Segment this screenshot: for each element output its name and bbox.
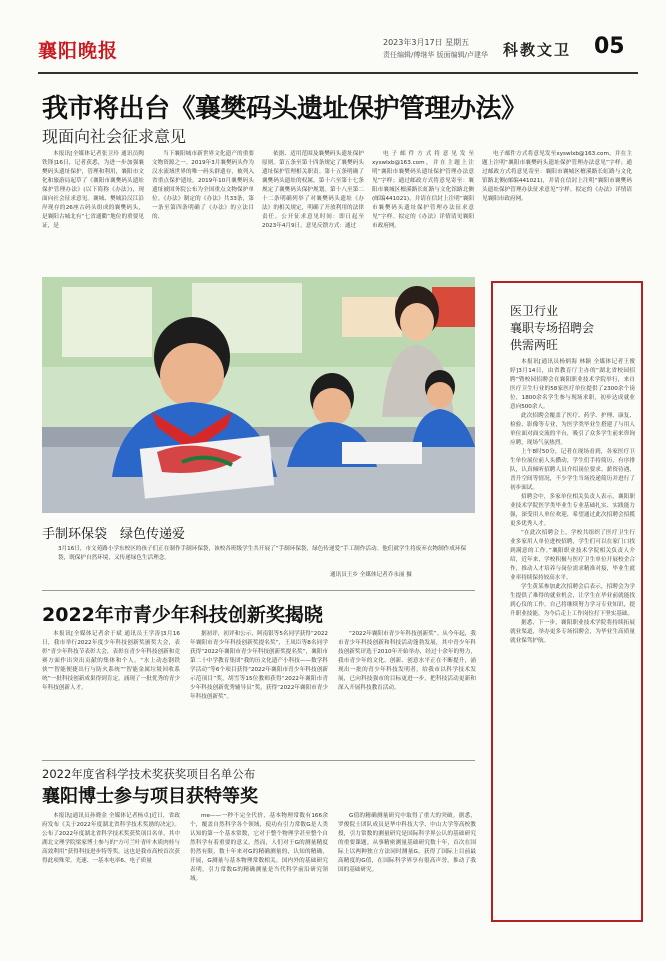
issue-date: 2023年3月17日 星期五	[383, 38, 470, 47]
story2-headline: 2022年市青少年科技创新奖揭晓	[42, 604, 323, 626]
lead-column-5: 电子邮件方式将意见发至xyswlxb@163.com，并在主题上注明“襄阳市襄樊码头遗址保护管理办法意见”字样；通过邮政方式将意见寄至：襄阳市襄城区檀溪路长虹路与文化馆路北侧(邮编441021)，并请在信封上注明“襄阳市襄樊码头遗址保护管理办法征求意见”字样。拟定的《办法》详情请见襄阳市政府网。	[482, 151, 632, 202]
story2-column-1: 本报讯[全媒体记者余于斌 通讯员王学涛]3月16日，我市举行2022年度少年科技创新奖颁奖大会，表彰“青少年科技节表彰大会，表彰在青少年科技创新和竞赛方面作出突出贡献的集体和个人。“水上动态钢铁侠”“智能便捷出行与防火系统”“智能金属垃圾回收系统”一批科技创新成果得到肯定，涌现了一批优秀的青少年科技创新人才。	[42, 631, 180, 691]
photo-caption-title: 手制环保袋 绿色传递爱	[42, 527, 186, 542]
photo-credit: 通讯员王乡 全媒体记者乔永丽 摄	[330, 572, 412, 578]
newspaper-logo: 襄阳晚报	[38, 40, 119, 62]
sidebar-body	[510, 358, 635, 916]
sidebar-headline	[510, 303, 635, 354]
divider-line	[42, 760, 475, 761]
sidebar-headline-line: 医卫行业	[510, 304, 559, 318]
story3-column-3: G值的精确测量研究中取得了重大的突破。据悉，罗俊院士团队成员是华中科技大学、中山大学等高校教授，引力常数的测量研究是国际科学界公认的基础研究的重要课题。从事精密测量基础研究数十年，首次在国际上以两种独立方法同时测量G，获得了国际上目前最高精度的G值，在国际科学界享有很高声誉，推动了我国的基础研究。	[338, 813, 476, 873]
sidebar-paragraph: 上午8时50分，记者在现场看到，各家医疗卫生单位展位前人头攒动，学生们手持简历，有序排队，认真倾听招聘人员介绍岗位要求、薪资待遇、晋升空间等情况，不少学生当场投递简历并进行了初步面试。	[510, 449, 635, 491]
page-number: 05	[594, 34, 625, 59]
masthead	[38, 34, 638, 68]
lead-headline: 我市将出台《襄樊码头遗址保护管理办法》	[42, 94, 527, 124]
lead-column-1: 本报讯[全媒体记者张卫玲 通讯员陶铁锋]16日，记者获悉，为进一步加强襄樊码头遗址保护，管理和利用，襄阳市文化和旅游局起草了《襄阳市襄樊码头遗址保护管理办法》(以下简称《办法》)，现面向社会征求意见。襄城、樊城沿汉江沿岸现存的26座古码头组成的襄樊码头，是襄阳古城北有“七省通衢”地位的重要见证，是	[42, 151, 144, 229]
sidebar-paragraph: 据悉，下一步，襄阳职业技术学院将持续拓展就业渠道，举办更多专场招聘会，为毕业生高质量就业保驾护航。	[510, 620, 635, 644]
sidebar-paragraph: 招聘会中，多家单位相关负责人表示，襄阳职业技术学院医学类毕业生专业基础扎实、实践能力强，深受用人单位欢迎，希望通过此次招聘会招揽更多优秀人才。	[510, 494, 635, 527]
divider-line	[42, 590, 475, 591]
section-name: 科教文卫	[503, 41, 572, 59]
story3-headline: 襄阳博士参与项目获特等奖	[42, 786, 258, 807]
lead-subhead: 现面向社会征求意见	[42, 127, 187, 146]
photo-caption-text: 3月16日，市文苑路小学东校区的孩子们正在制作手制环保袋，该校各班级学生共开展了“手制环保袋，绿色传递爱”手工制作活动。他们就学生将废弃衣物制作成环保袋，既保护自然环境，又传递绿色生活理念。	[58, 546, 467, 561]
sidebar-paragraph: 此次招聘会覆盖了医疗、药学、护理、康复、检验、影像等专业，为医学类毕业生搭建了与用人单位面对面交流的平台，吸引了众多学生前来咨询应聘，现场气氛热烈。	[510, 413, 635, 446]
classroom-photo-illustration	[42, 277, 475, 513]
sidebar-paragraph: “在此次招聘会上，学校共组织了医疗卫生行业多家用人单位进校招聘，学生们可以在家门口找到满意的工作。”襄阳职业技术学院相关负责人介绍，近年来，学校积极与医疗卫生单位开展校企合作，推动人才培养与岗位需求精准对接，毕业生就业率持续保持较高水平。	[510, 530, 635, 581]
editor-credits: 责任编辑/傅继华 版面编辑/卢建华	[383, 51, 488, 59]
lead-column-3: 依据、适用范围及襄樊码头遗址保护原则。第五条至第十四条规定了襄樊码头遗址保护管理相关职责。第十五条明确了襄樊码头遗址的权属。第十六至第十七条规定了襄樊码头保护规划。第十八至第二十二条明确列举了对襄樊码头遗址《办法》的相关规定，明确了开放利用的法律责任。公开征求意见时间：即日起至2023年4月9日。意见反馈方式：通过	[262, 151, 364, 229]
story2-column-3: “2022年襄阳市青少年科技创新奖”。从今年起，我市青少年科技创新和科技活动蓬勃发展，其中青少年科技创新奖评选于2010年开始举办，经过十余年的努力，我市青少年的文化、创新、创意水平正在不断提升，涌现出一批的青少年科技发明者，给我市以科学技术发展，已向科技强市的目标更进一步，把科技活动更新和深入开展科技教育活动。	[338, 631, 476, 691]
lead-column-4: 电子邮件方式将意见发至xyswlxb@163.com，并在主题上注明“襄阳市襄樊码头遗址保护管理办法意见”字样；通过邮政方式将意见寄至：襄阳市襄城区檀溪路长虹路与文化馆路北侧(邮编441021)，并请在信封上注明“襄阳市襄樊码头遗址保护管理办法征求意见”字样。拟定的《办法》详情请见襄阳市政府网。	[372, 151, 474, 229]
story3-subhead: 2022年度省科学技术奖获奖项目名单公布	[42, 767, 256, 781]
sidebar-paragraph: 学生黄某参加此次招聘会后表示，招聘会为学生提供了难得的就业机会，让学生在毕业前就能找到心仪的工作，自己将继续努力学习专业知识，提升职业技能，为今后走上工作岗位打下坚实基础。	[510, 584, 635, 617]
classroom-photo	[42, 277, 475, 513]
sidebar-paragraph: 本报讯[通讯员杨炳海 林颖 全媒体记者王俊婷]3月14日，由省教育厅主办的“湖北省校园招聘”暨校园招聘会在襄阳职业技术学院举行，来自医疗卫生行业的58家医疗单位提供了2300余个岗位，1800余名学生参与现场求职，初步达成就业意向500余人。	[510, 359, 635, 410]
lead-column-2: 当下襄阳城市新世界文化遗产的重要文物资源之一。2019年3月襄樊码头作为汉水流域世界的唯一码头群遗存，被列入省重点保护遗址。2019年10月襄樊码头遗址被国务院公布为全国重点文物保护单位。《办法》制定的《办法》共33条，第一条至第四条明确了《办法》的立法目的、	[152, 151, 254, 220]
sidebar-headline-line: 供需两旺	[510, 338, 559, 352]
story3-column-2: me——一秒不完全代价，基本物理常数有166余个，覆盖自然科学各个领域，使功有引力常数G是人类认知的第一个基本常数，它对于整个物理学甚至整个自然科学有着重要的意义。然而，人们对于G的测量精度仍然有限，数十年来对G的精确测量的，认知的精确，开展，G测量与基本物理常数相关。国内外的基础研究表明，引力常数G的精确测量是当代科学前沿研究领域。	[190, 813, 328, 882]
masthead-rule	[38, 72, 638, 74]
sidebar-headline-line: 襄职专场招聘会	[510, 321, 595, 335]
story2-column-2: 据初评，初评和公示，阿南银等5名同学获得“2022年襄阳市青少年科技创新奖提名奖”，王凤臣等8名同学获得“2022年襄阳市青少年科技创新奖提名奖”，襄阳市第二十中学教育集团“我的历文化遗产小科技——数学科学活动”等6个项目获得“2022年襄阳市青少年科技创新示范项目”奖，胡雪等15位教师获得“2022年襄阳市青少年科技创新优秀辅导员”奖，获得“2022年襄阳市青少年科技创新奖”。	[190, 631, 328, 700]
story3-column-1: 本报讯[通讯员孙晓金 全媒体记者杨卓]近日，省政府发布《关于2022年度湖北省科学技术奖励的决定》。公布了2022年度湖北省科学技术奖获奖项目名单，其中湖北文理学院梁家博士参与的“方可兰叶青叶木质肉桂与高效利用”获得科技进步特等奖。这也是我市高校首次获得此项殊荣。光速、一基本电率6、电子质量	[42, 813, 180, 864]
